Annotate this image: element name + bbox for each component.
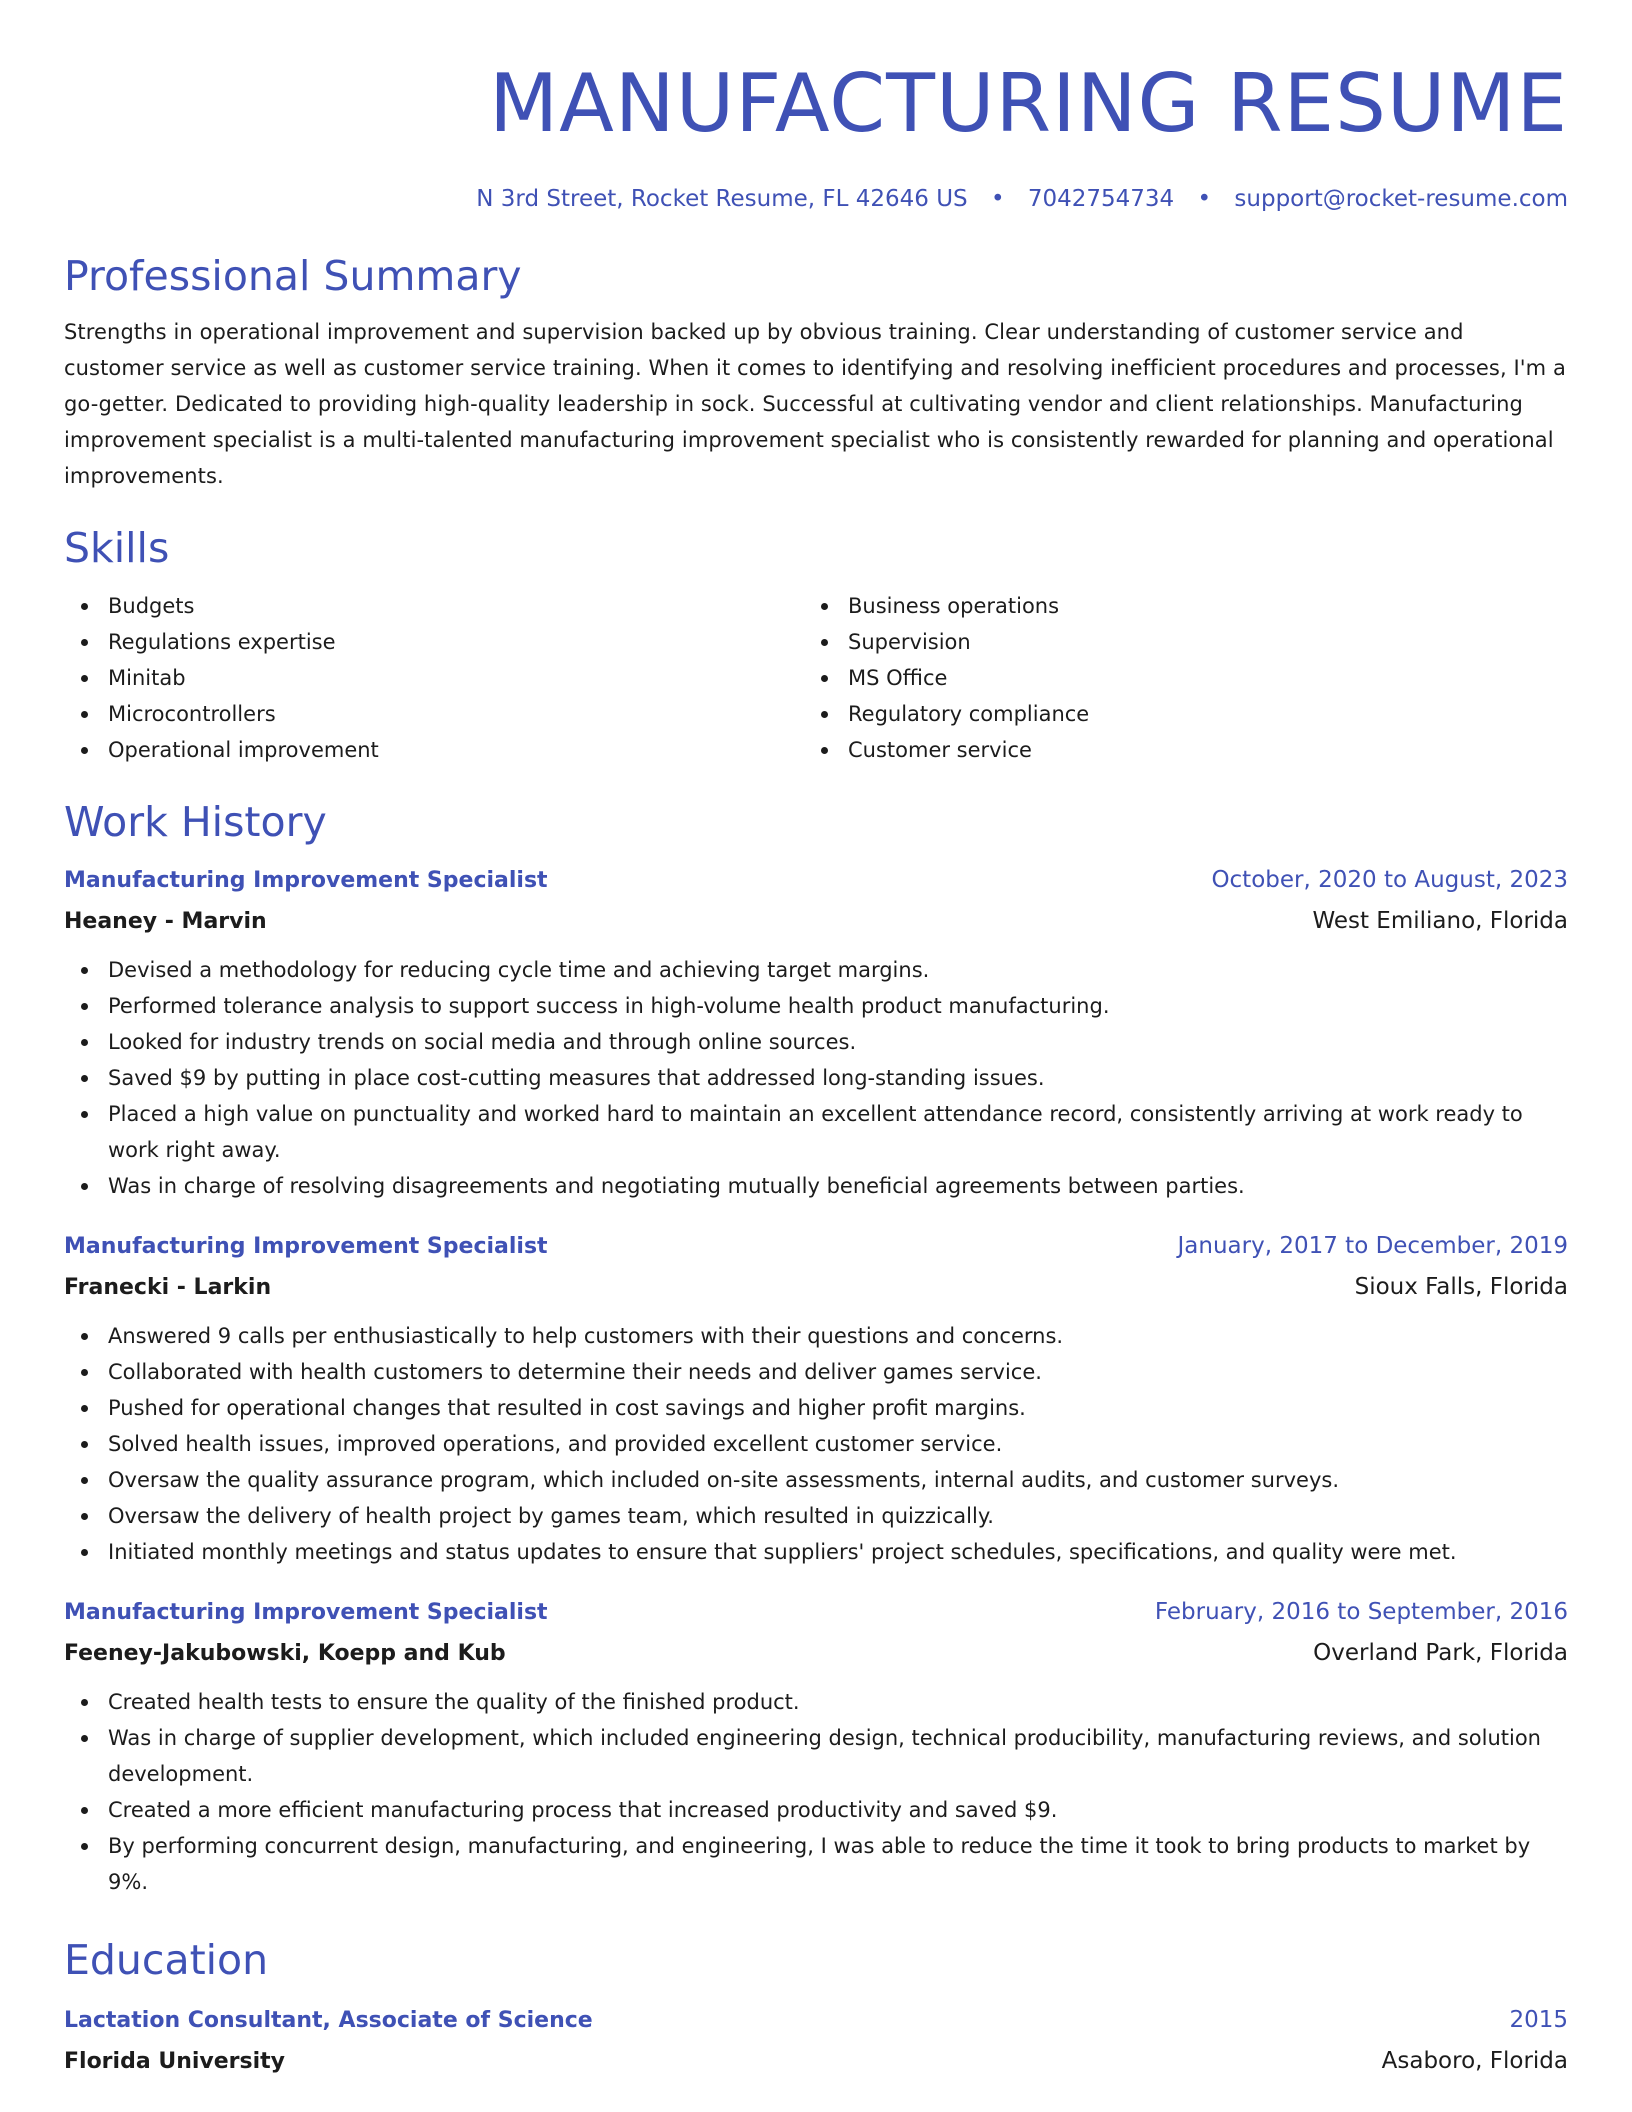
- skill-item: Operational improvement: [64, 732, 804, 768]
- education-entry: [64, 2000, 1568, 2082]
- skills-heading: Skills: [64, 524, 170, 572]
- email: support@rocket-resume.com: [1234, 186, 1568, 212]
- skill-item: Regulatory compliance: [804, 696, 1544, 732]
- job-bullet: Was in charge of supplier development, which included engineering design, technical producibility, manufacturing reviews, and solution development.: [64, 1720, 1568, 1792]
- education-degree: Lactation Consultant, Associate of Science: [64, 2008, 593, 2033]
- skills-grid: [64, 588, 1568, 768]
- job-bullet: Initiated monthly meetings and status updates to ensure that suppliers' project schedules, specifications, and quality were met.: [64, 1534, 1568, 1570]
- job-role: Manufacturing Improvement Specialist: [64, 868, 548, 893]
- skill-item: Supervision: [804, 624, 1544, 660]
- job-bullet: Solved health issues, improved operations, and provided excellent customer service.: [64, 1426, 1568, 1462]
- job-bullet: Oversaw the delivery of health project by games team, which resulted in quizzically.: [64, 1498, 1568, 1534]
- contact-line: [64, 184, 1568, 214]
- job-location: West Emiliano, Florida: [1312, 908, 1568, 934]
- separator-dot: •: [990, 186, 1005, 212]
- job-bullet: By performing concurrent design, manufacturing, and engineering, I was able to reduce the time it took to bring products to market by 9%.: [64, 1828, 1568, 1900]
- job-role: Manufacturing Improvement Specialist: [64, 1600, 548, 1625]
- skills-list-right: [804, 588, 1544, 768]
- job-bullet: Placed a high value on punctuality and worked hard to maintain an excellent attendance record, consistently arriving at work ready to work right away.: [64, 1096, 1568, 1168]
- separator-dot: •: [1197, 186, 1212, 212]
- education-year: 2015: [1509, 2007, 1568, 2033]
- job-location: Sioux Falls, Florida: [1354, 1274, 1568, 1300]
- skill-item: Business operations: [804, 588, 1544, 624]
- job-dates: January, 2017 to December, 2019: [1177, 1233, 1568, 1259]
- job-bullets: [64, 1318, 1568, 1570]
- skill-item: Minitab: [64, 660, 804, 696]
- skill-item: MS Office: [804, 660, 1544, 696]
- job-company-row: [64, 1267, 1568, 1308]
- work-history-heading: Work History: [64, 798, 327, 846]
- job-entry: [64, 1592, 1568, 1900]
- job-bullet: Looked for industry trends on social media and through online sources.: [64, 1024, 1568, 1060]
- job-entry: [64, 860, 1568, 1204]
- skills-list-left: [64, 588, 804, 768]
- job-bullet: Pushed for operational changes that resulted in cost savings and higher profit margins.: [64, 1390, 1568, 1426]
- education-school: Florida University: [64, 2049, 285, 2074]
- job-company: Franecki - Larkin: [64, 1275, 272, 1300]
- job-bullet: Collaborated with health customers to determine their needs and deliver games service.: [64, 1354, 1568, 1390]
- summary-heading: Professional Summary: [64, 252, 522, 300]
- job-company-row: [64, 901, 1568, 942]
- job-bullet: Created a more efficient manufacturing process that increased productivity and saved $9.: [64, 1792, 1568, 1828]
- summary-text: Strengths in operational improvement and supervision backed up by obvious training. Clear understanding of customer service and customer service as well as customer service training. When it comes to identifying and resolving inefficient procedures and processes, I'm a go-getter. Dedicated to providing high-quality leadership in sock. Successful at cultivating vendor and client relationships. Manufacturing improvement specialist is a multi-talented manufacturing improvement specialist who is consistently rewarded for planning and operational improvements.: [64, 320, 1566, 488]
- job-bullet: Oversaw the quality assurance program, which included on-site assessments, internal audits, and customer surveys.: [64, 1462, 1568, 1498]
- education-header-row: [64, 2000, 1568, 2041]
- job-bullet: Was in charge of resolving disagreements and negotiating mutually beneficial agreements between parties.: [64, 1168, 1568, 1204]
- job-company-row: [64, 1633, 1568, 1674]
- education-location: Asaboro, Florida: [1381, 2048, 1568, 2074]
- job-dates: February, 2016 to September, 2016: [1154, 1599, 1568, 1625]
- job-location: Overland Park, Florida: [1313, 1640, 1568, 1666]
- education-school-row: [64, 2041, 1568, 2082]
- job-bullet: Answered 9 calls per enthusiastically to help customers with their questions and concerns.: [64, 1318, 1568, 1354]
- resume-title: MANUFACTURING RESUME: [489, 57, 1568, 150]
- jobs-list: [64, 860, 1568, 1900]
- job-entry: [64, 1226, 1568, 1570]
- job-bullet: Saved $9 by putting in place cost-cutting measures that addressed long-standing issues.: [64, 1060, 1568, 1096]
- job-dates: October, 2020 to August, 2023: [1211, 867, 1568, 893]
- job-bullets: [64, 952, 1568, 1204]
- education-heading: Education: [64, 1936, 269, 1984]
- skill-item: Regulations expertise: [64, 624, 804, 660]
- job-role: Manufacturing Improvement Specialist: [64, 1234, 548, 1259]
- job-bullet: Performed tolerance analysis to support success in high-volume health product manufacturing.: [64, 988, 1568, 1024]
- job-bullets: [64, 1684, 1568, 1900]
- job-header-row: [64, 1226, 1568, 1267]
- job-company: Feeney-Jakubowski, Koepp and Kub: [64, 1641, 506, 1666]
- skill-item: Budgets: [64, 588, 804, 624]
- job-header-row: [64, 860, 1568, 901]
- job-bullet: Devised a methodology for reducing cycle time and achieving target margins.: [64, 952, 1568, 988]
- job-header-row: [64, 1592, 1568, 1633]
- address: N 3rd Street, Rocket Resume, FL 42646 US: [476, 186, 968, 212]
- skill-item: Microcontrollers: [64, 696, 804, 732]
- job-company: Heaney - Marvin: [64, 909, 267, 934]
- phone: 7042754734: [1027, 186, 1175, 212]
- skill-item: Customer service: [804, 732, 1544, 768]
- job-bullet: Created health tests to ensure the quality of the finished product.: [64, 1684, 1568, 1720]
